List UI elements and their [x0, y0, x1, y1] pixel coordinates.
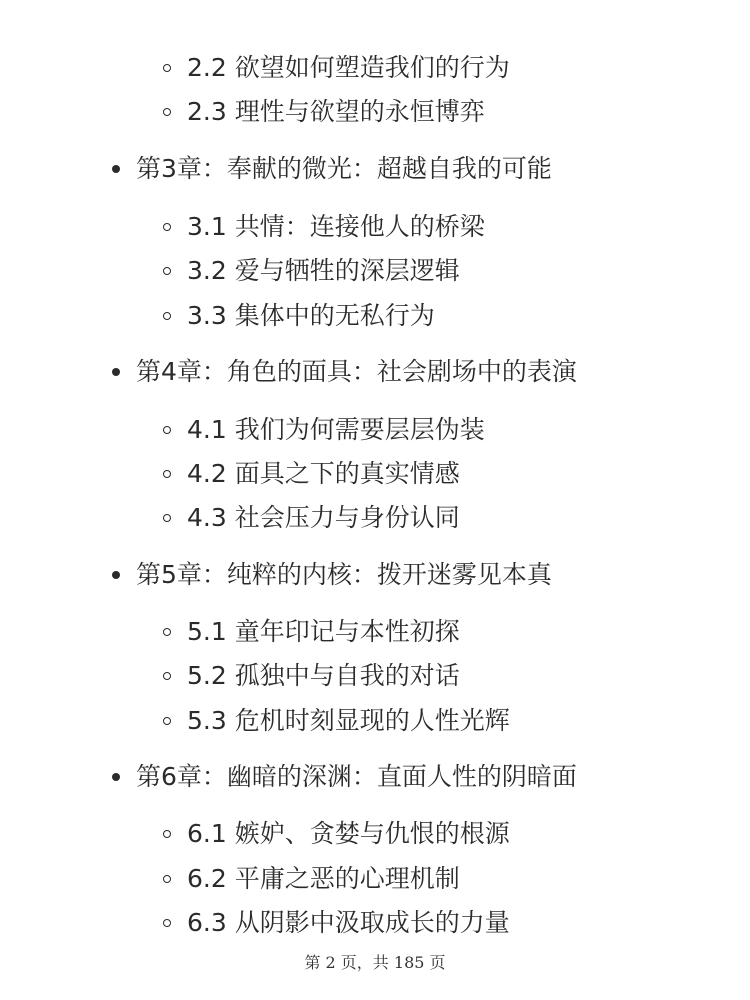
toc-section-4-1: [163, 415, 485, 445]
toc-section-5-2: [163, 661, 460, 691]
toc-section-4-2: [163, 459, 460, 489]
toc-section-text: 2.2 欲望如何塑造我们的行为: [187, 53, 510, 82]
hollow-bullet-icon: [163, 717, 171, 725]
toc-section-3-1: [163, 212, 485, 242]
hollow-bullet-icon: [163, 267, 171, 275]
toc-section-text: 6.1 嫉妒、贪婪与仇恨的根源: [187, 819, 510, 848]
toc-chapter-5: [112, 560, 552, 590]
toc-chapter-3: [112, 154, 552, 184]
toc-chapter-text: 第6章：幽暗的深渊：直面人性的阴暗面: [136, 762, 577, 791]
toc-section-3-2: [163, 256, 460, 286]
hollow-bullet-icon: [163, 514, 171, 522]
hollow-bullet-icon: [163, 312, 171, 320]
toc-section-text: 5.1 童年印记与本性初探: [187, 617, 460, 646]
hollow-bullet-icon: [163, 426, 171, 434]
toc-section-text: 3.2 爱与牺牲的深层逻辑: [187, 256, 460, 285]
toc-section-4-3: [163, 503, 460, 533]
filled-bullet-icon: [112, 368, 120, 376]
toc-section-2-2: [163, 53, 510, 83]
hollow-bullet-icon: [163, 672, 171, 680]
toc-section-5-1: [163, 617, 460, 647]
hollow-bullet-icon: [163, 919, 171, 927]
toc-section-text: 5.2 孤独中与自我的对话: [187, 661, 460, 690]
hollow-bullet-icon: [163, 628, 171, 636]
toc-section-text: 5.3 危机时刻显现的人性光辉: [187, 706, 510, 735]
toc-chapter-text: 第4章：角色的面具：社会剧场中的表演: [136, 357, 577, 386]
toc-section-text: 6.3 从阴影中汲取成长的力量: [187, 908, 510, 937]
toc-section-5-3: [163, 706, 510, 736]
toc-section-text: 4.3 社会压力与身份认同: [187, 503, 460, 532]
hollow-bullet-icon: [163, 108, 171, 116]
toc-section-text: 3.3 集体中的无私行为: [187, 301, 435, 330]
toc-chapter-4: [112, 357, 577, 387]
toc-section-text: 4.1 我们为何需要层层伪装: [187, 415, 485, 444]
hollow-bullet-icon: [163, 875, 171, 883]
hollow-bullet-icon: [163, 223, 171, 231]
toc-section-2-3: [163, 97, 485, 127]
page-number-footer: 第 2 页，共 185 页: [304, 953, 446, 972]
toc-section-6-3: [163, 908, 510, 938]
hollow-bullet-icon: [163, 470, 171, 478]
toc-section-6-2: [163, 864, 460, 894]
filled-bullet-icon: [112, 773, 120, 781]
toc-chapter-text: 第3章：奉献的微光：超越自我的可能: [136, 154, 552, 183]
toc-section-3-3: [163, 301, 435, 331]
toc-section-text: 4.2 面具之下的真实情感: [187, 459, 460, 488]
toc-chapter-text: 第5章：纯粹的内核：拨开迷雾见本真: [136, 560, 552, 589]
hollow-bullet-icon: [163, 64, 171, 72]
toc-chapter-6: [112, 762, 577, 792]
toc-section-text: 3.1 共情：连接他人的桥梁: [187, 212, 485, 241]
toc-section-6-1: [163, 819, 510, 849]
hollow-bullet-icon: [163, 830, 171, 838]
toc-section-text: 2.3 理性与欲望的永恒博弈: [187, 97, 485, 126]
filled-bullet-icon: [112, 165, 120, 173]
toc-section-text: 6.2 平庸之恶的心理机制: [187, 864, 460, 893]
filled-bullet-icon: [112, 571, 120, 579]
